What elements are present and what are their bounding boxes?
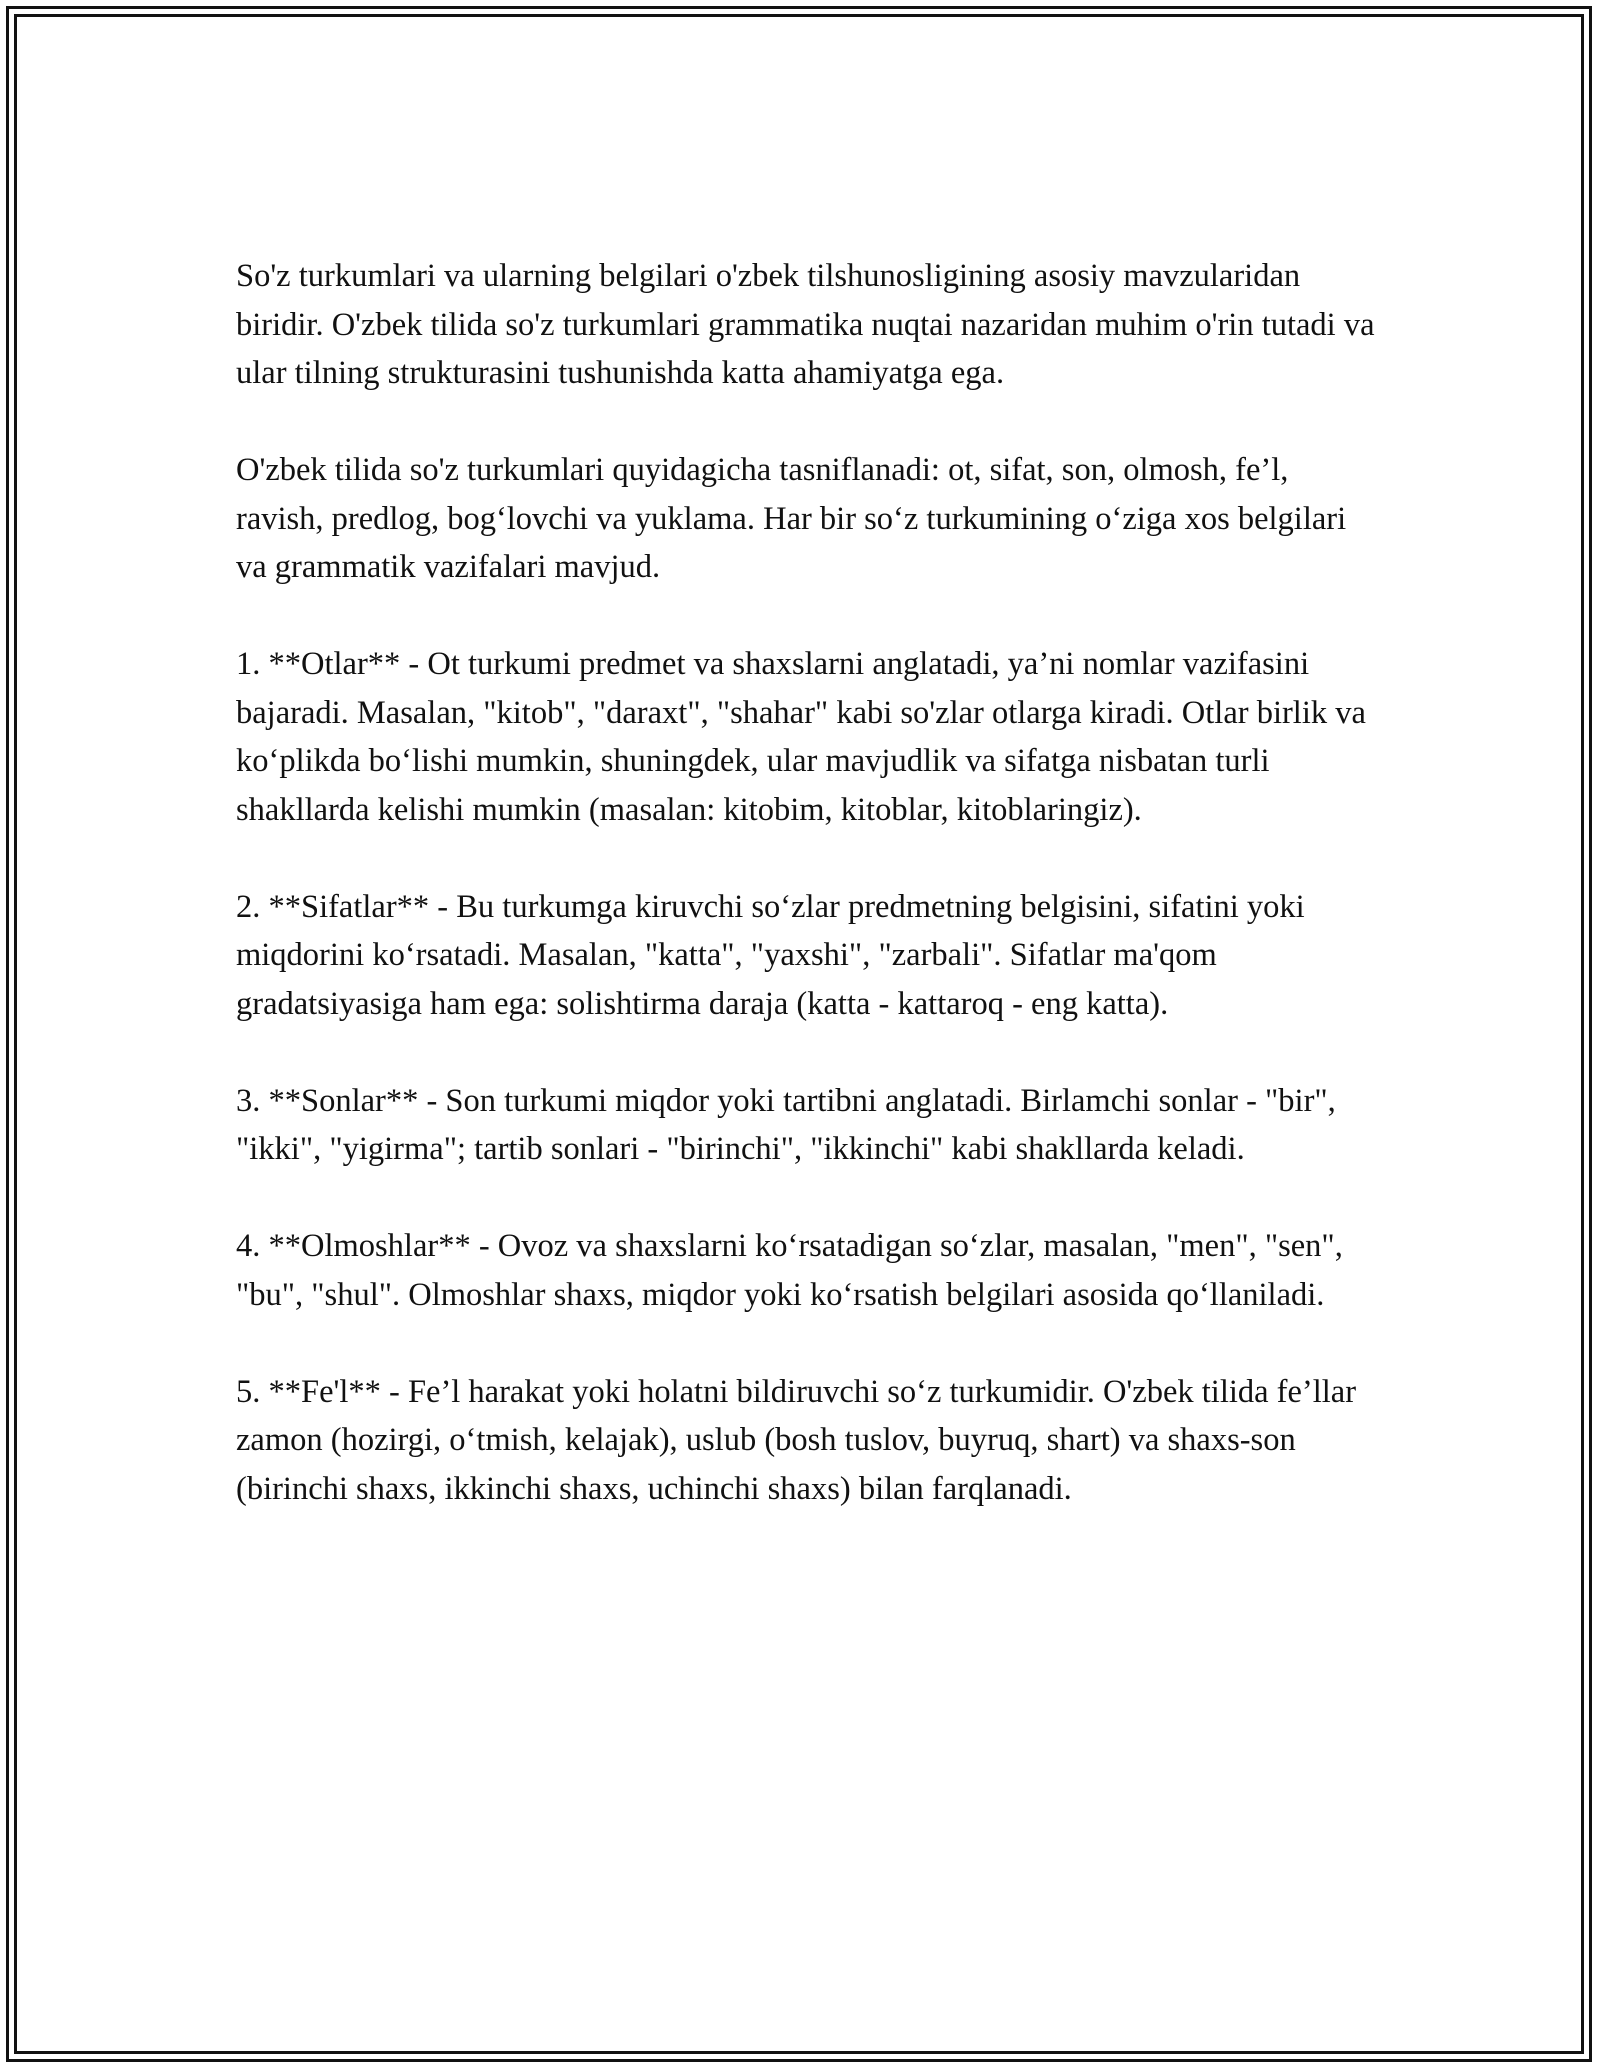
paragraph-otlar: 1. **Otlar** - Ot turkumi predmet va shaxslarni anglatadi, ya’ni nomlar vazifasini bajaradi. Masalan, "kitob", "daraxt", "shahar" kabi so'zlar otlarga kiradi. Otlar birlik va ko‘plikda bo‘lishi mumkin, shuningdek, ular mavjudlik va sifatga nisbatan turli shakllarda kelishi mumkin (masalan: kitobim, kitoblar, kitoblaringiz). <box>236 646 1366 828</box>
document-body <box>236 252 1376 1513</box>
paragraph-sonlar: 3. **Sonlar** - Son turkumi miqdor yoki tartibni anglatadi. Birlamchi sonlar - "bir", "ikki", "yigirma"; tartib sonlari - "birinchi", "ikkinchi" kabi shakllarda keladi. <box>236 1082 1336 1167</box>
paragraph-intro: So'z turkumlari va ularning belgilari o'zbek tilshunosligining asosiy mavzularidan biridir. O'zbek tilida so'z turkumlari grammatika nuqtai nazaridan muhim o'rin tutadi va ular tilning strukturasini tushunishda katta ahamiyatga ega. <box>236 258 1375 391</box>
paragraph-fel: 5. **Fe'l** - Fe’l harakat yoki holatni bildiruvchi so‘z turkumidir. O'zbek tilida fe’llar zamon (hozirgi, o‘tmish, kelajak), uslub (bosh tuslov, buyruq, shart) va shaxs-son (birinchi shaxs, ikkinchi shaxs, uchinchi shaxs) bilan farqlanadi. <box>236 1373 1357 1507</box>
paragraph-sifatlar: 2. **Sifatlar** - Bu turkumga kiruvchi so‘zlar predmetning belgisini, sifatini yoki miqdorini ko‘rsatadi. Masalan, "katta", "yaxshi", "zarbali". Sifatlar ma'qom gradatsiyasiga ham ega: solishtirma daraja (katta - kattaroq - eng katta). <box>236 888 1305 1022</box>
paragraph-olmoshlar: 4. **Olmoshlar** - Ovoz va shaxslarni ko‘rsatadigan so‘zlar, masalan, "men", "sen", "bu", "shul". Olmoshlar shaxs, miqdor yoki ko‘rsatish belgilari asosida qo‘llaniladi. <box>236 1228 1343 1313</box>
paragraph-classification: O'zbek tilida so'z turkumlari quyidagicha tasniflanadi: ot, sifat, son, olmosh, fe’l, ravish, predlog, bog‘lovchi va yuklama. Har bir so‘z turkumining o‘ziga xos belgilari va grammatik vazifalari mavjud. <box>236 452 1347 585</box>
